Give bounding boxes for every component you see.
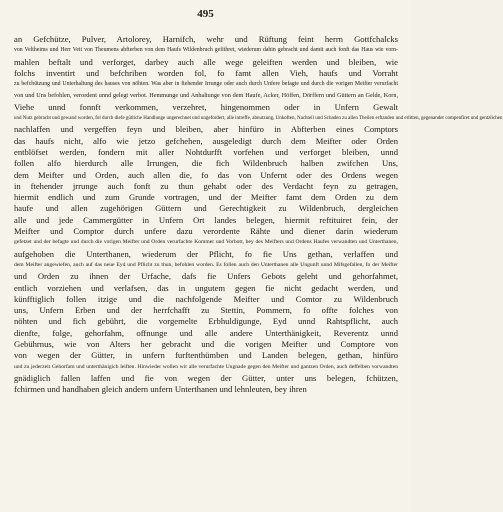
text-line: von und Uns befohlen, verordent unnd gelegt verbot. Hemmunge und Anhaltunge von dem Haufe, Acker, Höffen, Dörffern und Güttern an Gelde, Korn,	[14, 92, 398, 100]
text-line: nöhten und fich gebührt, die vorgemelte Erbhuldigunge, Eyd unnd Rahtspflicht, auch	[14, 316, 398, 327]
text-line: uns, Unfern Erben und der herrfchafft zu Stettin, Pommern, fo offte folches von	[14, 305, 398, 316]
text-line: Meifter und Comptor durch unfere dazu verordente Rähte und diener darin wiederum	[14, 226, 398, 237]
text-line: fchirmen und handhaben gleich andern unfern Unterthanen und lehnleuten, bey ihren	[14, 384, 307, 395]
text-line: an Gefchütze, Pulver, Artolorey, Harnifch, wehr und Rüftung feint herrn Gottfchalcks	[14, 34, 398, 44]
text-line: und zu jederzeit Gehorfam und unterthänigich leiften. Hinwieder wollen wir alle verurfachte Ungnade gegen den Meifter und gantzen Orden, auch deffelben vorwandten	[14, 363, 398, 370]
text-line: folchs inventirt und befchriben worden fol, fo famt allen Vieh, haufs und Vorraht	[14, 67, 398, 78]
text-line: in ftehender jrrunge auch fonft zu thun gehabt oder des Verdacht feyn zu getragen,	[14, 180, 398, 191]
text-line: und Nutz gebracht und gewand worden, fol durch diefe gütliche Handlunge ungerechnet und ungefordert, alle intreffe, abnutzung, Unkoften, Nachteil und Schaden zu allen Theilen erftanden und erlitten, gegenander compenfiret und gentzlichen	[14, 116, 503, 122]
text-line: Viehe unnd fonnft verkommen, verzehret, hingenommen oder in Unfern Gewalt	[14, 101, 398, 112]
text-line: follen alfo hierdurch alle Irrungen, die fich Wildenbruch halben zwifchen Uns,	[14, 158, 398, 169]
text-line: von wegen der Gütter, in unfern furftenthümben und Landen belegen, gethan, hinfüro	[14, 350, 398, 361]
text-line: dienfte, folge, gehorfahm, offnunge und alle andere Unterthänigkeit, Reverentz unnd	[14, 327, 398, 338]
text-line: entlich vorziehen und verlafsen, das in ungutem gegen fie nicht gedacht werden, und	[14, 282, 398, 293]
text-line: künfftiglich follen itzige und die nachfolgende Meifter und Comtor zu Wildenbruch	[14, 293, 398, 304]
text-line: Gebührnus, wie von Alters her gebracht und die vorigen Meifter und Comptore von	[14, 339, 398, 350]
text-line: haufe und allen zugehörigen Güttern und Gerechtigkeit zu Wildenbruch, dergleichen	[14, 203, 398, 214]
text-line: alle und jede Cammergütter in Unfern Ort landes belegen, hiermit reftituiret fein, der	[14, 214, 398, 225]
text-line: gnädiglich fallen laffen und fie von wegen der Gütter, unter uns belegen, fchützen,	[14, 372, 398, 383]
text-line: zu befchützung und Unterhaltung des hauses von nöhten. Was aber in ftehender Irrunge oder auch durch Unfere befagte und durch die vorigen Meifter verurfacht	[14, 81, 398, 88]
body-text	[14, 34, 503, 396]
text-line: entblöfset werden, fondern mit aller Nohtdurfft vorfehen und verforget bleiben, unnd	[14, 146, 398, 157]
page-number: 495	[197, 8, 214, 20]
text-line: dem Meifter angewiefen, auch auf das neue Eyd und Pflicht zu thun, befohlen worden. Es follen auch den Unterthanen alle Ungunft unnd Mifsgefallen, fo der Meifter	[14, 261, 398, 268]
text-line: das haufs nicht, alfo wie jetzo gefchehen, ausgeledigt durch dem Meifter oder Orden	[14, 135, 398, 146]
text-line: aufgehoben die Unterthanen, wiederum der Pflicht, fo fie Uns gethan, verlaffen und	[14, 248, 398, 259]
text-line: von Veltheims und Herr Veit von Theumens abfterben von dem Haufs Wildenbruch gefithret, wiederum dahin gebracht und damit auch fonft das Haus wie vorn-	[14, 47, 398, 54]
text-line: mahlen beftalt und verforget, darbey auch alle wege geleiften werden und bleiben, wie	[14, 56, 398, 67]
text-line: dem Meifter und Orden, auch allen die, fo das von Unfernt oder des Ordens wegen	[14, 169, 398, 180]
text-line: gefetzet und der befagte und durch die vorigen Meifter und Orden verurfachte Kommer und Vorbott, bey des Meifters und Ordens Haufes verwandten und Unterthanen,	[14, 239, 398, 246]
text-line: hiermit endlich und zum Grunde vortragen, und der Meifter famt dem Orden zu dem	[14, 192, 398, 203]
text-line: nachlaffen und vergeffen feyn und bleiben, aber hinfüro in Abfterben eines Comptors	[14, 124, 398, 135]
text-line: und Orden zu ihnen der Urfache, dafs fie Unfers Gebots geleht und gehorfahmet,	[14, 271, 398, 282]
